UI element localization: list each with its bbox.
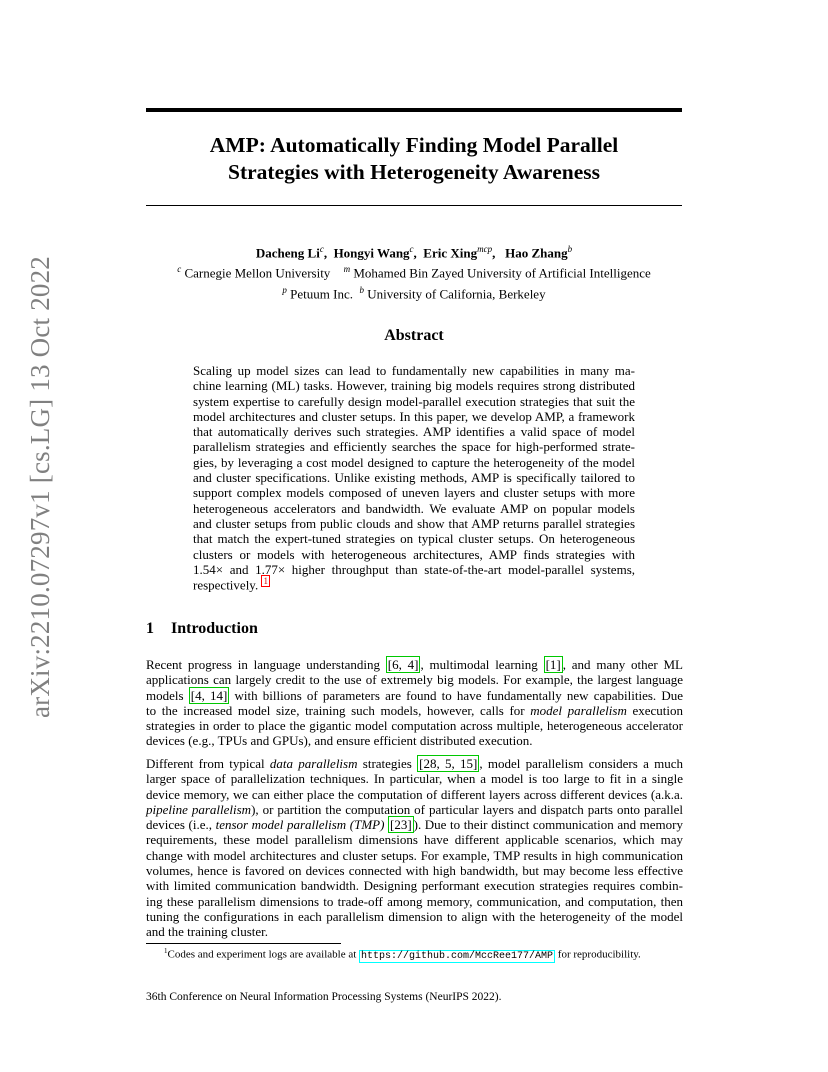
abstract-line: system expertise to carefully design model-parallel execution strategies that suit the xyxy=(193,393,635,409)
text-run: , multimodal learning xyxy=(420,657,544,672)
text-line: ing these parallelism dimensions to trade-off among memory, communication, and computation, then xyxy=(146,893,683,909)
abstract-line: model architectures and cluster setups. In this paper, we develop AMP, a framework xyxy=(193,408,635,424)
footnote-text: for reproducibility. xyxy=(555,948,641,961)
footnote-link[interactable]: 1 xyxy=(263,576,268,587)
author-sup: c xyxy=(319,244,324,254)
text-line: volumes, hence is favored on devices connected with high bandwidth, but may become less effective xyxy=(146,863,683,879)
abstract-line: that match the expert-tuned strategies on typical cluster setups. On heterogeneous xyxy=(193,531,635,547)
text-run: Different from typical xyxy=(146,756,270,771)
abstract-line: chine learning (ML) tasks. However, training big models requires strong distributed xyxy=(193,378,635,394)
text-run: with billions of parameters are found to have fundamentally new capabilities. Due xyxy=(229,687,683,703)
abstract-line: gies, by leveraging a cost model designed to capture the heterogeneity of the model xyxy=(193,454,635,470)
abstract-line: parallelism strategies and efficiently searches the space for high-performed strate- xyxy=(193,439,635,455)
footnote-text: Codes and experiment logs are available at xyxy=(167,948,360,961)
emphasis: data parallelism xyxy=(269,756,358,771)
abstract-line: that automatically derives such strategies. AMP identifies a valid space of model xyxy=(193,424,635,440)
affiliation-line-2 xyxy=(146,282,682,302)
citation-link[interactable]: [23] xyxy=(389,817,412,833)
title-top-rule xyxy=(146,108,682,112)
paper-title xyxy=(146,132,682,186)
affiliation: Mohamed Bin Zayed University of Artificial Intelligence xyxy=(353,265,651,281)
footnote-mark: 1 xyxy=(164,947,168,955)
text-line: with limited communication bandwidth. Designing performant execution strategies requires combin- xyxy=(146,878,683,894)
intro-paragraph-1 xyxy=(146,657,683,749)
title-line-2: Strategies with Heterogeneity Awareness xyxy=(228,160,600,184)
author-name: Hao Zhang xyxy=(505,245,568,261)
text-run: , model parallelism considers a much xyxy=(479,756,683,771)
section-title: Introduction xyxy=(171,620,258,637)
affiliation: Carnegie Mellon University xyxy=(184,265,331,281)
abstract-line: clusters or models with heterogeneous architectures, AMP finds strategies with xyxy=(193,546,635,562)
abstract-heading: Abstract xyxy=(384,327,444,344)
abstract-line: support complex models composed of uneven layers and cluster setups with more xyxy=(193,485,635,501)
abstract-last-line xyxy=(193,577,635,593)
text-line xyxy=(146,688,683,703)
citation-link[interactable]: [6, 4] xyxy=(387,657,419,672)
footnote-rule xyxy=(146,943,341,944)
text-line xyxy=(146,817,683,832)
text-line: requirements, these model parallelism dimensions have different applicable scenarios, which may xyxy=(146,832,683,848)
title-line-1: AMP: Automatically Finding Model Parallel xyxy=(209,133,619,157)
title-bottom-rule xyxy=(146,205,682,206)
text-line: device memory, we can either place the computation of different layers across different devices (a.k.a. xyxy=(146,786,683,802)
text-line: applications can largely credit to the use of extremely big models. For example, the largest language xyxy=(146,672,683,688)
aff-sup: c xyxy=(177,264,182,275)
abstract-line: and cluster specifications. Unlike existing methods, AMP is specifically tailored to xyxy=(193,470,635,486)
text-line: larger space of parallelization techniques. In particular, when a model is too large to fit in a single xyxy=(146,771,683,787)
text-line: devices (e.g., TPUs and GPUs), and ensure efficient distributed execution. xyxy=(146,733,533,749)
abstract-line: heterogeneous accelerators and bandwidth. We evaluate AMP on popular models xyxy=(193,500,635,516)
abstract-line: and cluster setups from public clouds and show that AMP returns parallel strategies xyxy=(193,515,635,531)
emphasis: pipeline parallelism xyxy=(146,801,252,817)
repository-link[interactable]: https://github.com/MccRee177/AMP xyxy=(361,950,554,962)
author-sup: b xyxy=(567,244,573,254)
abstract-line: respectively. xyxy=(193,577,259,593)
aff-sup: b xyxy=(359,284,364,295)
text-run: ). Due to their distinct communication and memory xyxy=(413,817,683,833)
citation-link[interactable]: [1] xyxy=(545,657,561,672)
text-line xyxy=(146,657,683,672)
citation-link[interactable]: [28, 5, 15] xyxy=(419,756,478,771)
author-sup: mcp xyxy=(477,244,493,254)
text-line xyxy=(146,756,683,771)
text-line xyxy=(146,802,683,817)
text-run: execution xyxy=(626,702,684,718)
text-run: models xyxy=(146,687,189,703)
text-line: and the training cluster. xyxy=(146,924,269,940)
intro-paragraph-2 xyxy=(146,756,683,940)
text-run: devices (i.e., xyxy=(146,817,216,833)
text-run: ), or partition the computation of particular layers and dispatch parts onto parallel xyxy=(251,801,683,817)
affiliation-line-1 xyxy=(146,261,682,281)
text-line: change with model architectures and cluster setups. For example, TMP results in high communication xyxy=(146,847,683,863)
affiliation: Petuum Inc. xyxy=(290,285,353,301)
text-line: strategies in order to place the gigantic model computation across multiple, heterogeneous accelerator xyxy=(146,718,683,734)
author-name: Hongyi Wang xyxy=(333,245,410,261)
emphasis: tensor model parallelism (TMP) xyxy=(215,817,385,833)
text-line: tuning the configurations in each parallelism dimension to align with the heterogeneity of the model xyxy=(146,908,683,924)
venue-note: 36th Conference on Neural Information Processing Systems (NeurIPS 2022). xyxy=(146,991,502,1003)
abstract-body xyxy=(193,363,635,593)
text-run: to the increased model size, training such models, however, calls for xyxy=(146,702,531,718)
author-name: Eric Xing xyxy=(423,245,478,261)
author-sup: c xyxy=(409,244,414,254)
citation-link[interactable]: [4, 14] xyxy=(190,687,228,703)
arxiv-stamp: arXiv:2210.07297v1 [cs.LG] 13 Oct 2022 xyxy=(25,255,55,719)
aff-sup: m xyxy=(343,264,351,275)
section-number: 1 xyxy=(146,620,154,637)
text-run: strategies xyxy=(357,756,418,771)
abstract-line: Scaling up model sizes can lead to fundamentally new capabilities in many ma- xyxy=(193,363,635,378)
text-run: Recent progress in language understanding xyxy=(146,657,386,672)
emphasis: model parallelism xyxy=(530,702,627,718)
aff-sup: p xyxy=(282,284,287,295)
author-name: Dacheng Li xyxy=(255,245,320,261)
section-heading xyxy=(146,620,258,638)
abstract-line: 1.54× and 1.77× higher throughput than state-of-the-art model-parallel systems, xyxy=(193,561,635,577)
footnote xyxy=(146,947,686,962)
affiliation: University of California, Berkeley xyxy=(367,285,546,301)
text-run: , and many other ML xyxy=(562,657,683,672)
author-names: Dacheng Li$^c$, Hongyi Wang$^c$, Eric Xing$^{mcp}$, Hao Zhang$^b$ xyxy=(255,244,573,261)
author-block xyxy=(146,241,682,302)
text-line xyxy=(146,703,683,718)
